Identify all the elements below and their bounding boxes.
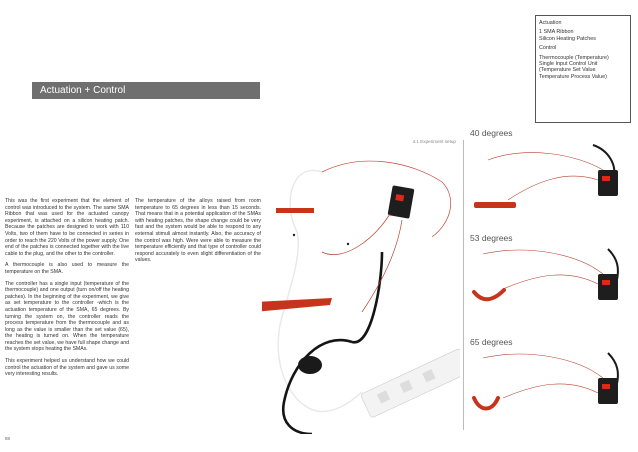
controller-unit — [388, 185, 415, 218]
photo-40-degrees — [468, 140, 628, 228]
spec-item: Temperature Process Value) — [539, 73, 607, 80]
controller-unit — [598, 274, 618, 300]
black-cable — [283, 340, 352, 434]
paragraph: The controller has a single input (temperature of the thermocouple) and one output (turn on/off the heating patches). In the beginning of the experiment, we give as set temperature to the controller -which is the actuation temperature of the SMA, 65 degrees. By turning the system on, the controller reads the process temperature from the thermocouple and as long as the value is smaller than the set value (65), the heating is turned on. When the temperature reaches the set value, we have full shape change and the system stops heating the SMAs. — [5, 280, 129, 353]
page-number: 88 — [5, 436, 11, 441]
spec-item: Single Input Control Unit — [539, 61, 598, 68]
sma-ribbon — [474, 202, 516, 208]
section-title: Actuation + Control — [32, 82, 260, 99]
spec-box — [535, 15, 631, 123]
spec-actuation-list — [539, 29, 627, 42]
spec-control-list — [539, 55, 627, 81]
photo-53-degrees — [468, 244, 628, 332]
controller-unit — [598, 170, 618, 196]
sma-ribbon-large — [262, 298, 332, 312]
sma-ribbon-top — [276, 208, 314, 213]
sma-ribbon — [474, 290, 504, 299]
body-text-left — [5, 198, 129, 383]
photo-65-degrees — [468, 348, 628, 432]
spec-item: Thermocouple (Temperature) — [539, 54, 609, 61]
plug — [298, 356, 322, 374]
photo-caption: 4.1 Experiment setup — [412, 139, 456, 144]
spec-item: 1 SMA Ribbon — [539, 29, 574, 36]
power-strip — [360, 348, 460, 418]
spec-heading-control: Control — [539, 45, 557, 52]
power-cable — [278, 170, 362, 411]
controller-unit — [598, 378, 618, 404]
temp-label-53: 53 degrees — [470, 233, 513, 243]
paragraph: This was the first experiment that the element of control was introduced to the system. The same SMA Ribbon that was used for the actuated canopy experiment, is attached on a silicon heating patch. Because the patches are designed to work with 110 Volts, two of them have to be connected in series in order to reach the 220 Volts of the power supply. One end of the patches is connected together with the live cable to the plug, and the other to the controller. — [5, 198, 129, 257]
thermocouple-wire — [322, 161, 451, 237]
paragraph: The temperature of the alloys raised from room temperature to 65 degrees in less than 15 seconds. That means that in a potential application of the SMAs with heating patches, the shape change could be very fast and the system would be able to respond to any external stimuli almost instantly. Also, the accuracy of the control was high. Were were able to measure the temperature efficiently and that type of controller could respond accurately to even slight differentiation of the values. — [135, 198, 261, 264]
experiment-setup-photo — [262, 142, 460, 434]
spec-item: (Temperature Set Value — [539, 67, 596, 74]
sma-ribbon — [474, 398, 498, 409]
paragraph: A thermocouple is also used to measure the temperature on the SMA. — [5, 262, 129, 275]
sma-wire — [322, 214, 390, 255]
paragraph: This experiment helped us understand how we could control the actuation of the system and gave us some very interesting results. — [5, 358, 129, 378]
spec-item: Silicon Heating Patches — [539, 35, 596, 42]
temp-label-40: 40 degrees — [470, 128, 513, 138]
column-divider — [463, 140, 464, 430]
body-text-right — [135, 198, 261, 269]
temp-label-65: 65 degrees — [470, 337, 513, 347]
spec-heading-actuation: Actuation — [539, 20, 562, 26]
